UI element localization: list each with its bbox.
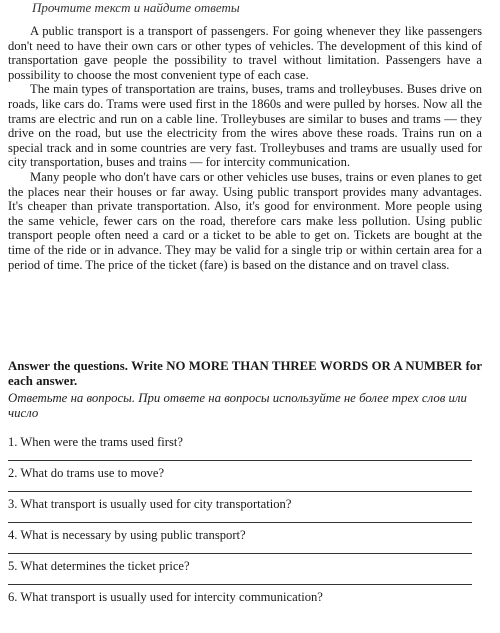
- reading-text: [8, 24, 482, 272]
- question-text: 4. What is necessary by using public transport?: [8, 528, 246, 542]
- paragraph-3: Many people who don't have cars or other vehicles use buses, trains or even planes to get the places near their houses or far away. Using public transport provides many advantages. It's cheaper than private transportation. Also, it's good for environment. More people using the same vehicle, fewer cars on the road, therefore cars make less pollution. Using public transport people often need a card or a ticket to be able to get on. Tickets are bought at the time of the ride or in advance. They may be valid for a single trip or within certain area for a period of time. The price of the ticket (fare) is based on the distance and on travel class.: [8, 169, 482, 272]
- paragraph-1: A public transport is a transport of passengers. For going whenever they like passengers don't need to have their own cars or other types of vehicles. The development of this kind of transportation gave people the possibility to travel without limitation. Passengers have a possibility to choose the most convenient type of each case.: [8, 24, 482, 82]
- question-item: [8, 558, 472, 589]
- question-text: 1. When were the trams used first?: [8, 435, 183, 449]
- question-item: [8, 434, 472, 465]
- paragraph-2: The main types of transportation are trains, buses, trams and trolleybuses. Buses drive on roads, like cars do. Trams were used first in the 1860s and were pulled by horses. Now all the trams are electric and run on a cable line. Trolleybuses are similar to buses and trams — they drive on the road, but use the electricity from the wires above these roads. Trains run on a special track and in some countries are very fast. Trolleybuses and trams are usually used for city transportation, buses and trains — for intercity communication.: [8, 82, 482, 170]
- instruction-russian: Ответьте на вопросы. При ответе на вопросы используйте не более трех слов или число: [8, 391, 467, 420]
- question-item: [8, 589, 472, 620]
- question-list: [8, 434, 472, 620]
- question-text: 5. What determines the ticket price?: [8, 559, 190, 573]
- answer-line[interactable]: [8, 460, 472, 461]
- question-item: [8, 496, 472, 527]
- answer-line[interactable]: [8, 553, 472, 554]
- question-text: 6. What transport is usually used for intercity communication?: [8, 590, 323, 604]
- page-header: Прочтите текст и найдите ответы: [32, 0, 240, 15]
- answer-line[interactable]: [8, 584, 472, 585]
- task-instructions: [8, 359, 482, 421]
- answer-line[interactable]: [8, 491, 472, 492]
- instruction-english: Answer the questions. Write NO MORE THAN THREE WORDS OR A NUMBER for each answer.: [8, 359, 482, 388]
- answer-line[interactable]: [8, 522, 472, 523]
- question-text: 3. What transport is usually used for city transportation?: [8, 497, 292, 511]
- question-text: 2. What do trams use to move?: [8, 466, 165, 480]
- question-item: [8, 465, 472, 496]
- question-item: [8, 527, 472, 558]
